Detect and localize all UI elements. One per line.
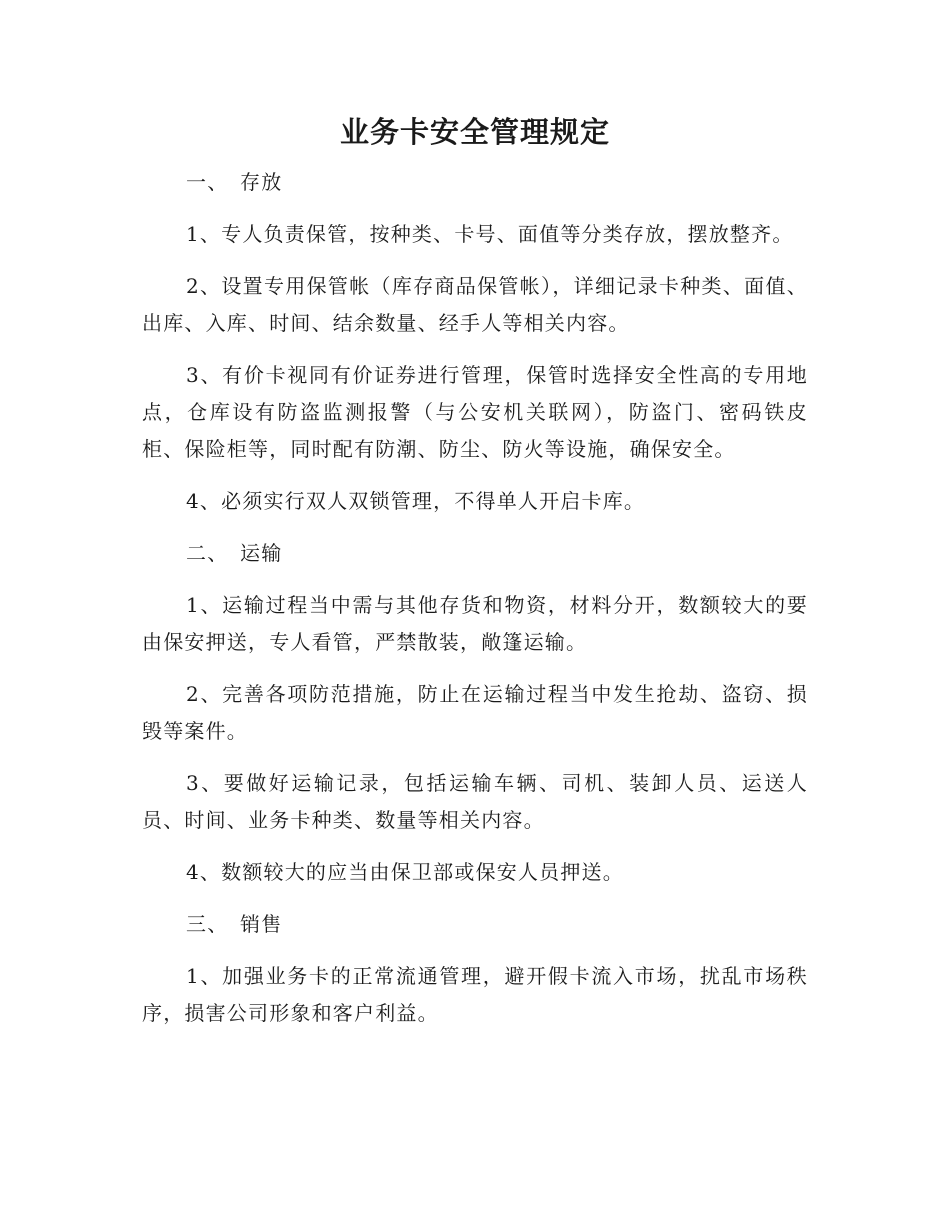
paragraph: 1、运输过程当中需与其他存货和物资，材料分开，数额较大的要由保安押送，专人看管，严禁散装，敞篷运输。 bbox=[142, 593, 808, 654]
section-number: 二、 bbox=[186, 541, 229, 565]
paragraph: 4、必须实行双人双锁管理，不得单人开启卡库。 bbox=[186, 489, 646, 513]
section-heading-storage bbox=[142, 164, 808, 201]
section-number: 一、 bbox=[186, 170, 229, 194]
paragraph: 2、设置专用保管帐（库存商品保管帐），详细记录卡种类、面值、出库、入库、时间、结余数量、经手人等相关内容。 bbox=[142, 274, 808, 335]
section-number: 三、 bbox=[186, 912, 229, 936]
section-title: 运输 bbox=[240, 541, 283, 565]
document-title: 业务卡安全管理规定 bbox=[339, 115, 610, 149]
section-title: 存放 bbox=[240, 170, 283, 194]
paragraph: 1、专人负责保管，按种类、卡号、面值等分类存放，摆放整齐。 bbox=[186, 222, 794, 246]
paragraph: 4、数额较大的应当由保卫部或保安人员押送。 bbox=[186, 860, 624, 884]
paragraph: 1、加强业务卡的正常流通管理，避开假卡流入市场，扰乱市场秩序，损害公司形象和客户利益。 bbox=[142, 964, 808, 1025]
section-title: 销售 bbox=[240, 912, 283, 936]
paragraph: 3、要做好运输记录，包括运输车辆、司机、装卸人员、运送人员、时间、业务卡种类、数量等相关内容。 bbox=[142, 771, 808, 832]
section-heading-sales bbox=[142, 906, 808, 943]
document-body bbox=[142, 164, 808, 1047]
paragraph: 3、有价卡视同有价证券进行管理，保管时选择安全性高的专用地点，仓库设有防盗监测报警（与公安机关联网），防盗门、密码铁皮柜、保险柜等，同时配有防潮、防尘、防火等设施，确保安全。 bbox=[142, 363, 808, 461]
section-heading-transport bbox=[142, 535, 808, 572]
paragraph: 2、完善各项防范措施，防止在运输过程当中发生抢劫、盗窃、损毁等案件。 bbox=[142, 682, 808, 743]
